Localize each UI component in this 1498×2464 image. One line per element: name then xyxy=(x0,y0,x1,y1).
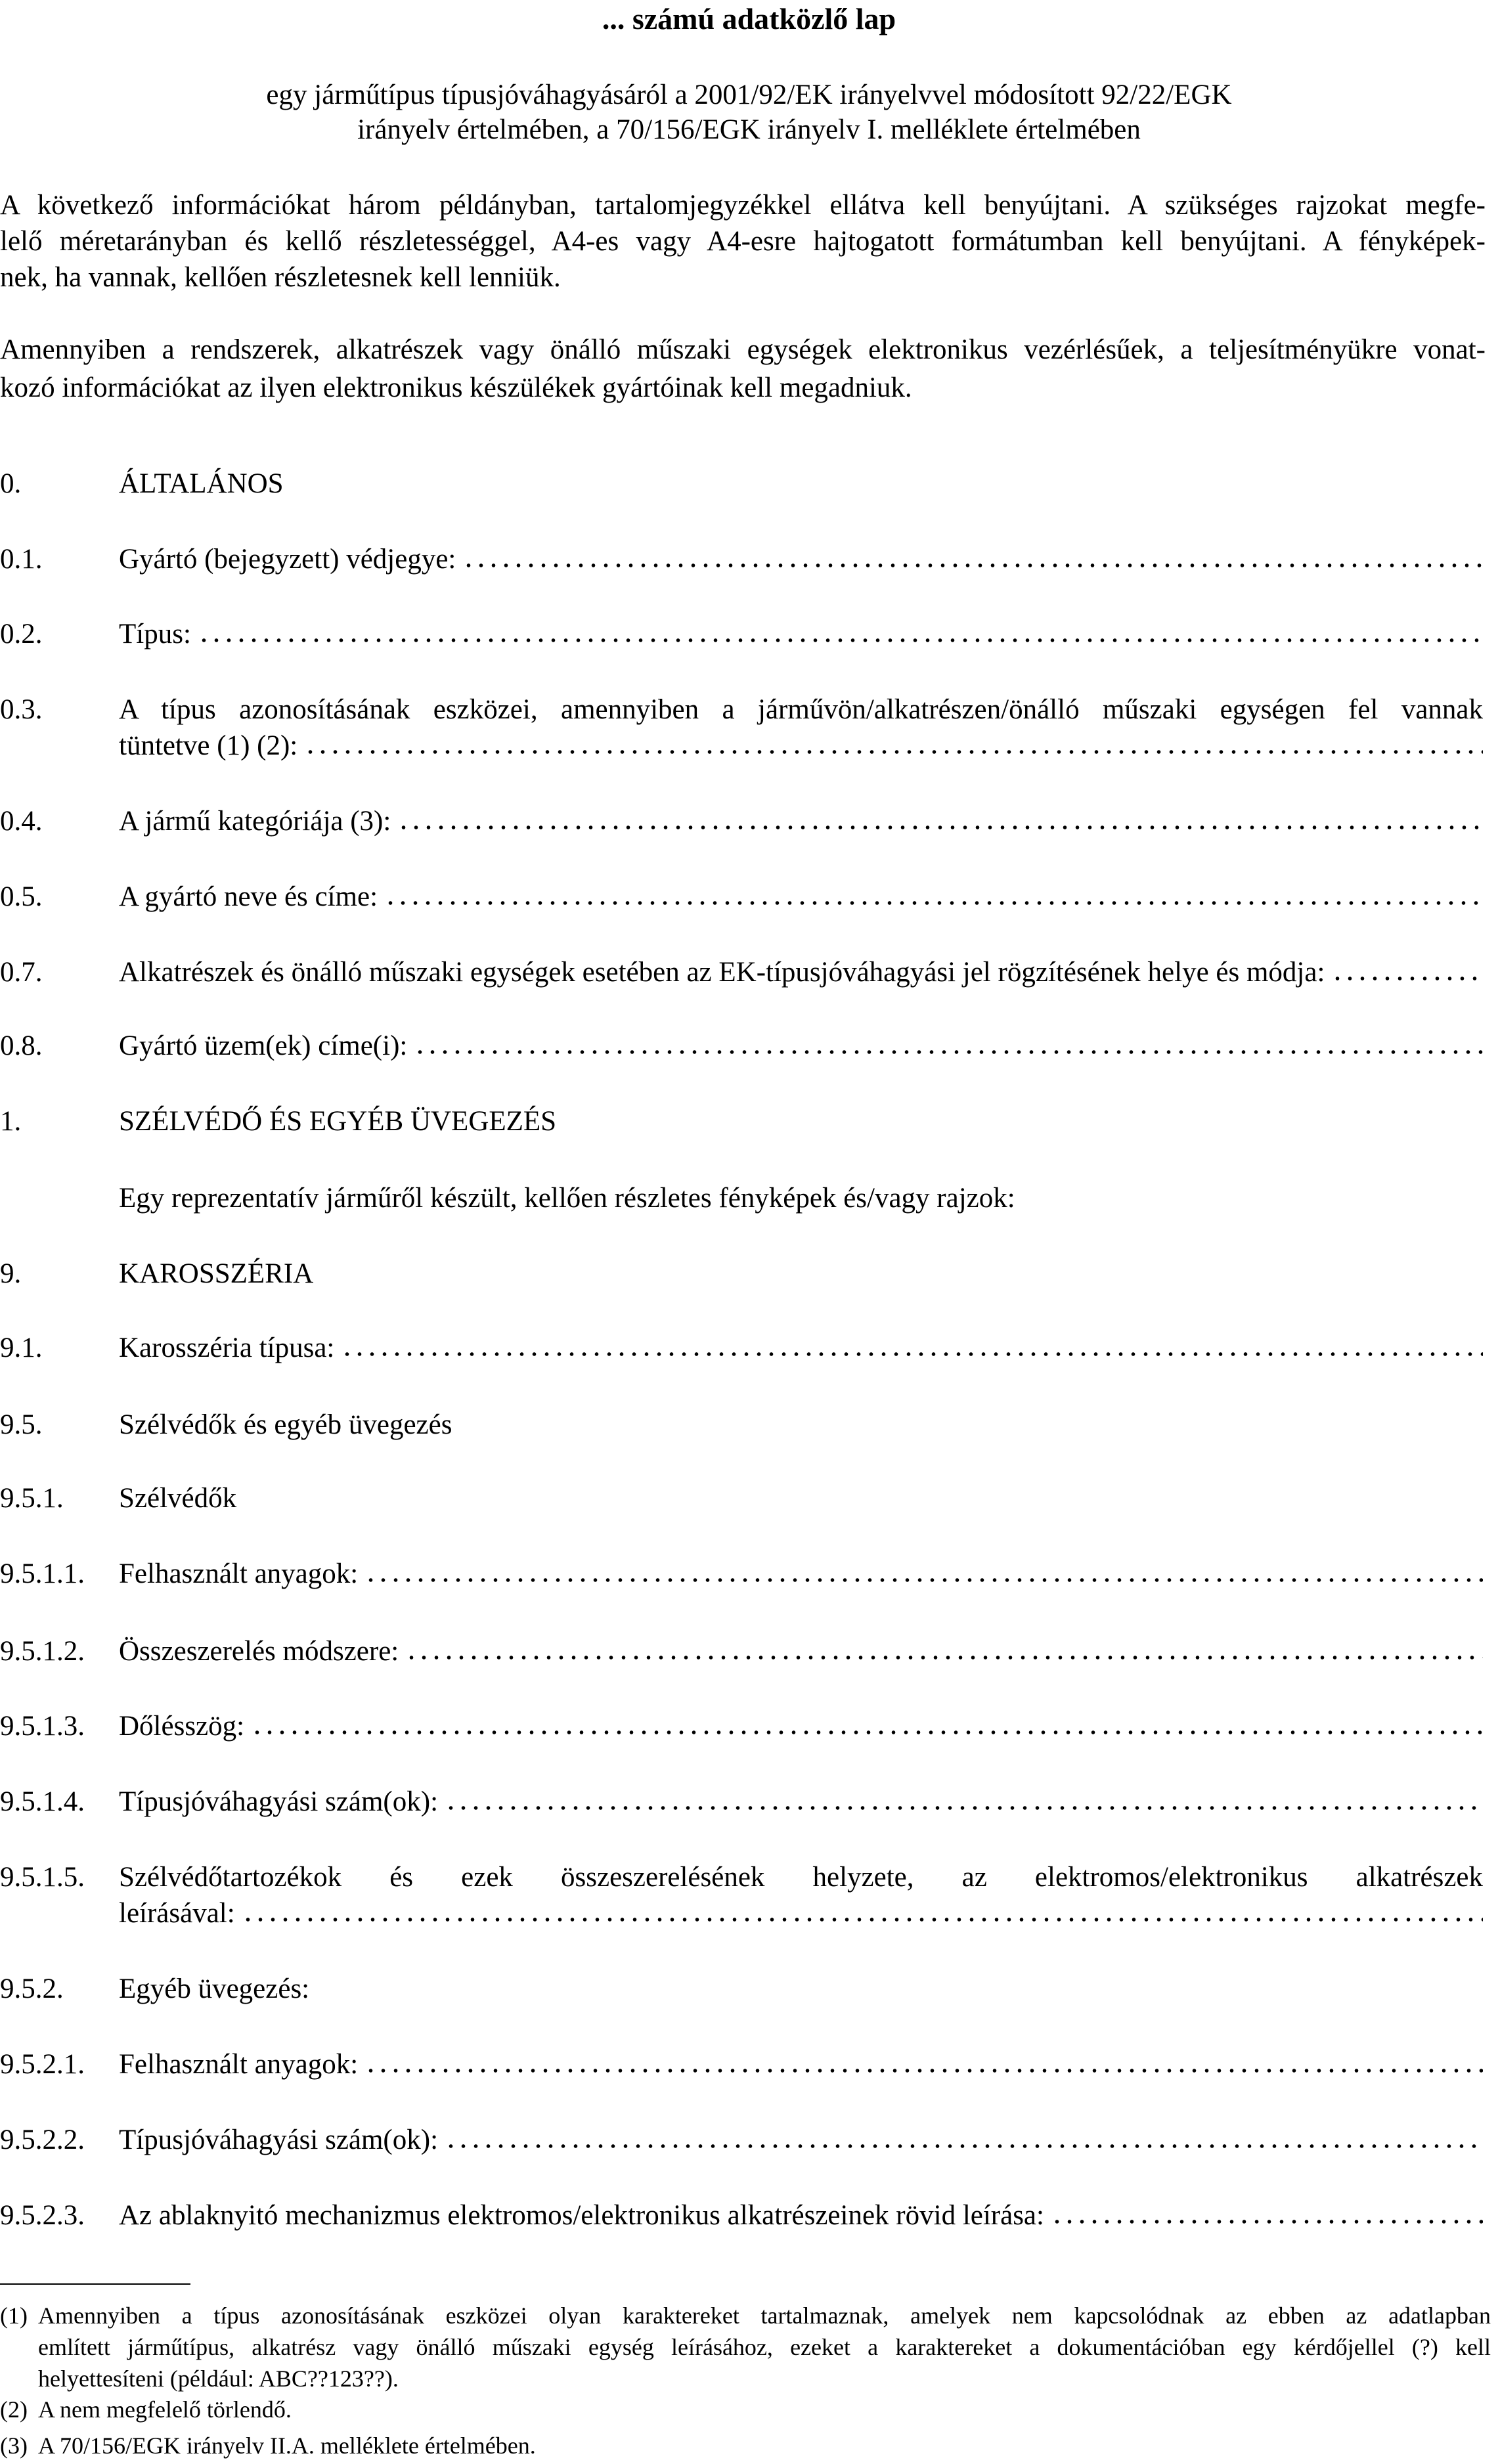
dotted-fill-field[interactable] xyxy=(384,900,1483,906)
subtitle-line: irányelv értelmében, a 70/156/EGK irányelv I. melléklete értelmében xyxy=(357,114,1141,145)
item-number: 1. xyxy=(0,1106,22,1137)
intro-paragraph-line: A következő információkat három példányban, tartalomjegyzékkel ellátva kell benyújtani. A szükséges rajzokat megfe- xyxy=(0,190,1486,221)
dotted-fill-field[interactable] xyxy=(364,2068,1483,2073)
item-number: 0.4. xyxy=(0,806,43,837)
form-item xyxy=(0,1409,1483,1441)
dotted-fill-field[interactable] xyxy=(1051,2219,1483,2224)
form-item xyxy=(0,1861,1483,1893)
item-label: KAROSSZÉRIA xyxy=(119,1258,314,1289)
item-number: 9.5.2.3. xyxy=(0,2200,85,2231)
dotted-fill-field[interactable] xyxy=(1331,976,1483,981)
subtitle-line: egy járműtípus típusjóváhagyásáról a 2001/92/EK irányelvvel módosított 92/22/EGK xyxy=(266,79,1232,110)
electronics-paragraph-line: Amennyiben a rendszerek, alkatrészek vagy önálló műszaki egységek elektronikus vezérlésűek, a teljesítményükre vonat- xyxy=(0,334,1486,365)
item-continuation xyxy=(119,730,1483,762)
item-number: 9.1. xyxy=(0,1332,43,1363)
item-label: A jármű kategóriája (3): xyxy=(119,806,391,837)
item-label: SZÉLVÉDŐ ÉS EGYÉB ÜVEGEZÉS xyxy=(119,1106,557,1137)
dotted-fill-field[interactable] xyxy=(364,1577,1483,1583)
item-number: 0.7. xyxy=(0,957,43,988)
form-item xyxy=(0,2199,1483,2232)
item-number: 9.5.1.1. xyxy=(0,1558,85,1589)
item-label: Dőlésszög: xyxy=(119,1711,245,1742)
item-number: 9. xyxy=(0,1258,22,1289)
item-label: Szélvédőtartozékok és ezek összeszerelésének helyzete, az elektromos/elektronikus alkatrészek xyxy=(119,1862,1483,1893)
dotted-fill-field[interactable] xyxy=(462,563,1483,568)
item-number: 0.3. xyxy=(0,694,43,725)
item-label: A gyártó neve és címe: xyxy=(119,881,378,912)
item-number: 9.5.2.2. xyxy=(0,2124,85,2155)
footnote-divider xyxy=(0,2283,190,2285)
item-number: 0.8. xyxy=(0,1030,43,1061)
item-number: 9.5.2. xyxy=(0,1973,64,2004)
item-label: Az ablaknyitó mechanizmus elektromos/elektronikus alkatrészeinek rövid leírása: xyxy=(119,2200,1044,2231)
item-label: Alkatrészek és önálló műszaki egységek esetében az EK-típusjóváhagyási jel rögzítésének helye és módja: xyxy=(119,957,1325,988)
footnote-text: A nem megfelelő törlendő. xyxy=(38,2396,292,2423)
item-number: 0. xyxy=(0,468,22,499)
form-item xyxy=(0,1786,1483,1818)
item-label-continued: tüntetve (1) (2): xyxy=(119,730,298,761)
form-item xyxy=(0,1030,1483,1062)
form-item xyxy=(0,1973,1483,2005)
item-number: 9.5. xyxy=(0,1409,43,1440)
dotted-fill-field[interactable] xyxy=(198,638,1483,643)
dotted-fill-field[interactable] xyxy=(445,1805,1483,1811)
footnote-text: A 70/156/EGK irányelv II.A. melléklete értelmében. xyxy=(38,2432,536,2459)
item-label: Egy reprezentatív járműről készült, kellően részletes fényképek és/vagy rajzok: xyxy=(119,1183,1015,1214)
item-label: Szélvédők és egyéb üvegezés xyxy=(119,1409,452,1440)
intro-paragraph-line: lelő méretarányban és kellő részletességgel, A4-es vagy A4-esre hajtogatott formátumban kell benyújtani. A fényképek- xyxy=(0,226,1486,257)
form-item xyxy=(0,1558,1483,1590)
electronics-paragraph-line: kozó információkat az ilyen elektronikus készülékek gyártóinak kell megadniuk. xyxy=(0,372,912,403)
footnote-text: helyettesíteni (például: ABC??123??). xyxy=(38,2365,399,2392)
form-item xyxy=(0,2124,1483,2156)
dotted-fill-field[interactable] xyxy=(242,1917,1483,1922)
dotted-fill-field[interactable] xyxy=(414,1049,1483,1055)
form-item xyxy=(0,1105,1483,1137)
form-item xyxy=(0,1710,1483,1742)
form-item xyxy=(0,1635,1483,1667)
footnote-marker: (3) xyxy=(0,2432,28,2459)
item-label: Egyéb üvegezés: xyxy=(119,1973,310,2004)
intro-paragraph-line: nek, ha vannak, kellően részletesnek kell lenniük. xyxy=(0,262,561,293)
form-item xyxy=(0,1332,1483,1364)
item-label: Típus: xyxy=(119,619,191,649)
item-label: Szélvédők xyxy=(119,1483,237,1514)
form-item xyxy=(0,956,1483,988)
item-label: Felhasznált anyagok: xyxy=(119,1558,359,1589)
footnote-marker: (1) xyxy=(0,2302,28,2329)
item-number: 0.2. xyxy=(0,619,43,649)
form-item xyxy=(0,1258,1483,1290)
dotted-fill-field[interactable] xyxy=(341,1352,1483,1357)
item-label: Gyártó (bejegyzett) védjegye: xyxy=(119,544,456,575)
footnote-marker: (2) xyxy=(0,2396,28,2423)
item-label: Karosszéria típusa: xyxy=(119,1332,335,1363)
item-label: Gyártó üzem(ek) címe(i): xyxy=(119,1030,408,1061)
form-item xyxy=(0,1182,1483,1214)
item-number: 0.1. xyxy=(0,544,43,575)
footnote-text: Amennyiben a típus azonosításának eszközei olyan karaktereket tartalmaznak, amelyek nem kapcsolódnak az ebben az adatlapban xyxy=(38,2302,1491,2329)
item-number: 9.5.1.2. xyxy=(0,1636,85,1667)
form-item xyxy=(0,2048,1483,2080)
page-title: ... számú adatközlő lap xyxy=(602,2,896,35)
form-item xyxy=(0,618,1483,650)
form-item xyxy=(0,881,1483,913)
dotted-fill-field[interactable] xyxy=(251,1730,1483,1735)
dotted-fill-field[interactable] xyxy=(304,749,1483,755)
item-label: Típusjóváhagyási szám(ok): xyxy=(119,2124,439,2155)
item-label: Felhasznált anyagok: xyxy=(119,2049,359,2080)
item-number: 9.5.1.4. xyxy=(0,1786,85,1817)
item-number: 9.5.1.5. xyxy=(0,1862,85,1893)
form-item xyxy=(0,693,1483,726)
form-item xyxy=(0,805,1483,837)
item-number: 9.5.2.1. xyxy=(0,2049,85,2080)
item-number: 0.5. xyxy=(0,881,43,912)
dotted-fill-field[interactable] xyxy=(397,825,1483,830)
footnote-text: említett járműtípus, alkatrész vagy önálló műszaki egység leírásához, ezeket a karaktereket a dokumentációban egy kérdőjellel (?) kell xyxy=(38,2334,1491,2360)
form-item xyxy=(0,543,1483,575)
item-number: 9.5.1.3. xyxy=(0,1711,85,1742)
form-item xyxy=(0,1482,1483,1514)
item-number: 9.5.1. xyxy=(0,1483,64,1514)
item-continuation xyxy=(119,1897,1483,1929)
item-label: Típusjóváhagyási szám(ok): xyxy=(119,1786,439,1817)
dotted-fill-field[interactable] xyxy=(405,1655,1483,1660)
dotted-fill-field[interactable] xyxy=(445,2144,1483,2149)
item-label: ÁLTALÁNOS xyxy=(119,468,284,499)
item-label-continued: leírásával: xyxy=(119,1898,235,1929)
form-item xyxy=(0,468,1483,500)
item-label: Összeszerelés módszere: xyxy=(119,1636,399,1667)
item-label: A típus azonosításának eszközei, amennyiben a járművön/alkatrészen/önálló műszaki egységen fel vannak xyxy=(119,694,1483,725)
